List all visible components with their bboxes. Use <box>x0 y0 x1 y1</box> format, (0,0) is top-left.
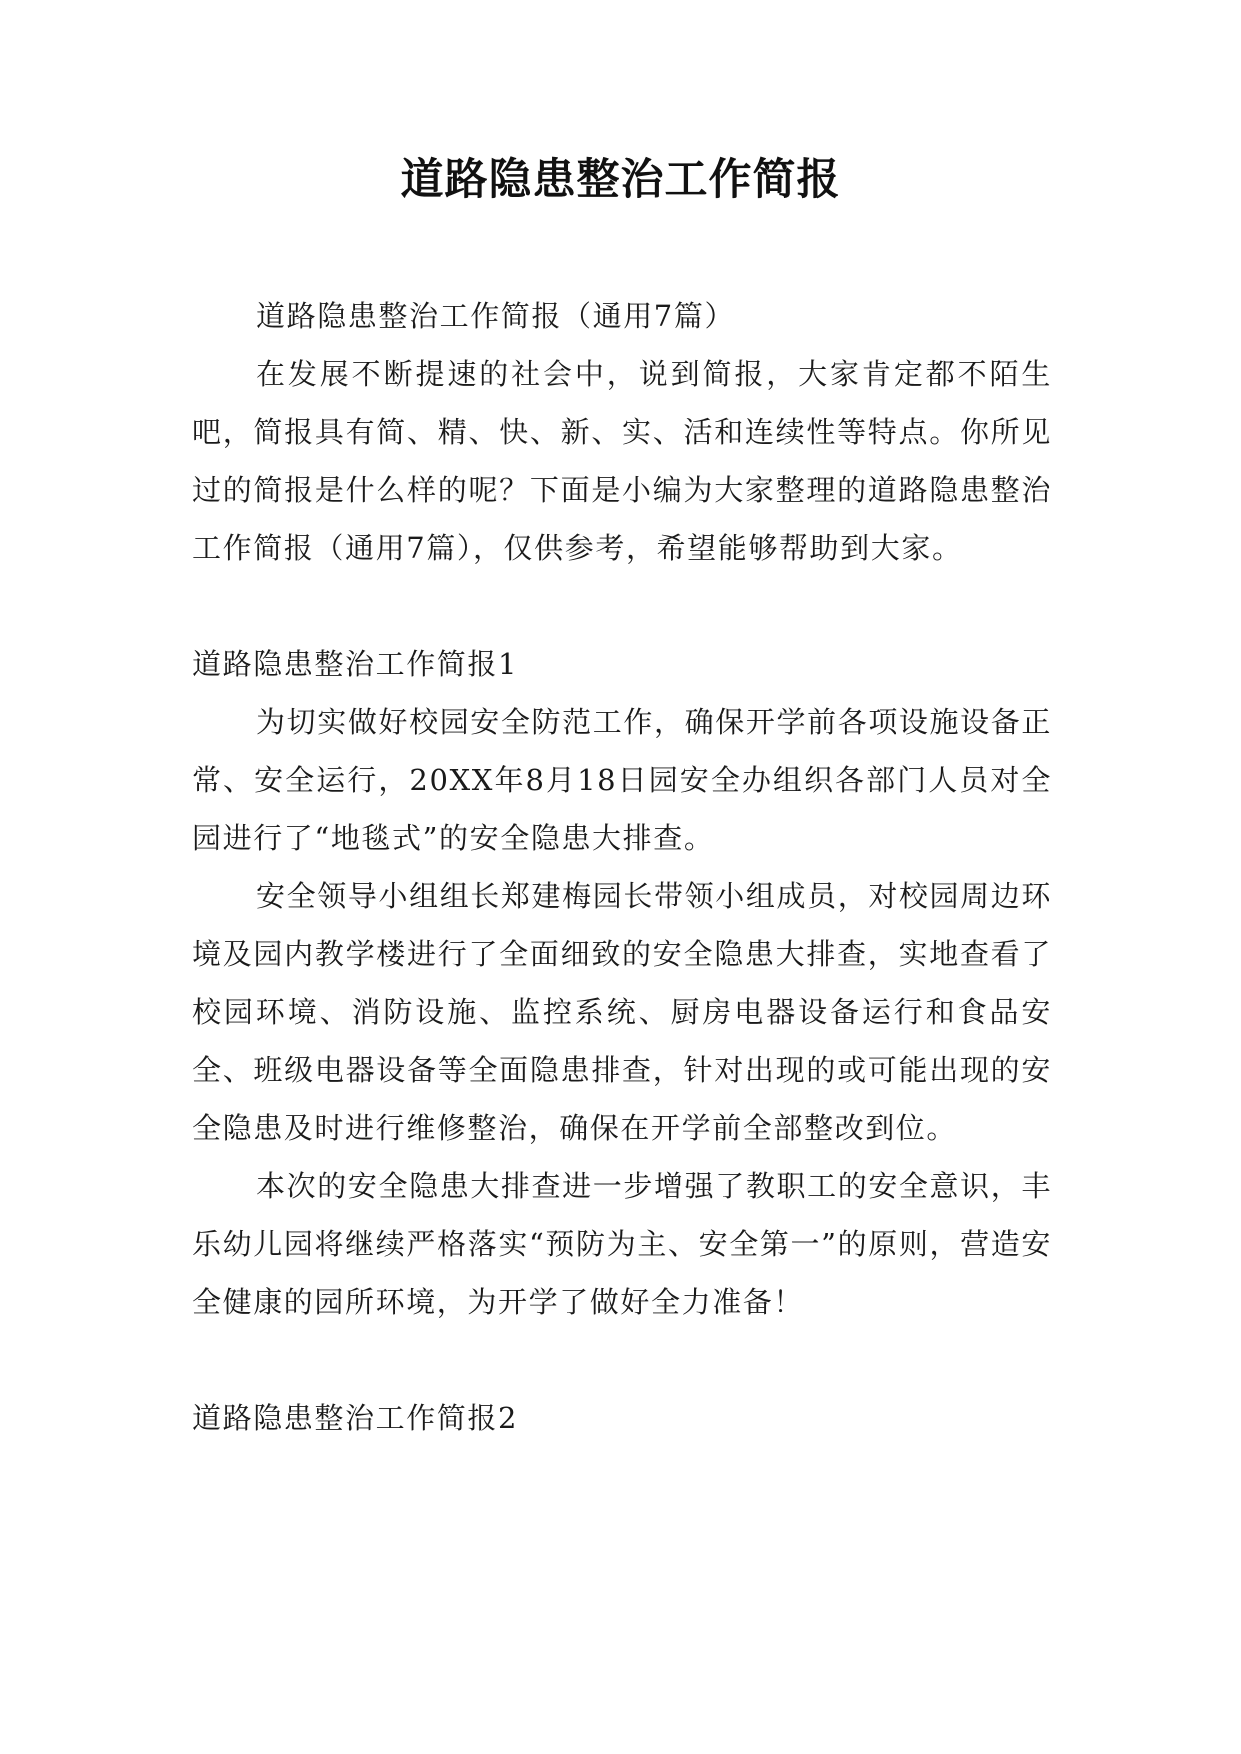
section-heading-1: 道路隐患整治工作简报1 <box>192 647 519 681</box>
section-1-paragraph-2: 安全领导小组组长郑建梅园长带领小组成员，对校园周边环境及园内教学楼进行了全面细致的安全隐患大排查，实地查看了校园环境、消防设施、监控系统、厨房电器设备运行和食品安全、班级电器设备等全面隐患排查，针对出现的或可能出现的安全隐患及时进行维修整治，确保在开学前全部整改到位。 <box>192 879 1052 1145</box>
document-body <box>192 287 1052 1447</box>
page-title: 道路隐患整治工作简报 <box>400 155 841 205</box>
intro-paragraph: 在发展不断提速的社会中，说到简报，大家肯定都不陌生吧，简报具有简、精、快、新、实、活和连续性等特点。你所见过的简报是什么样的呢？下面是小编为大家整理的道路隐患整治工作简报（通用7篇），仅供参考，希望能够帮助到大家。 <box>192 357 1052 565</box>
document-subtitle: 道路隐患整治工作简报（通用7篇） <box>256 299 736 333</box>
section-spacer <box>192 1331 1052 1389</box>
section-1-paragraph-1: 为切实做好校园安全防范工作，确保开学前各项设施设备正常、安全运行，20XX年8月18日园安全办组织各部门人员对全园进行了“地毯式”的安全隐患大排查。 <box>192 705 1052 855</box>
section-spacer <box>192 577 1052 635</box>
section-1-paragraph-3: 本次的安全隐患大排查进一步增强了教职工的安全意识，丰乐幼儿园将继续严格落实“预防为主、安全第一”的原则，营造安全健康的园所环境，为开学了做好全力准备！ <box>192 1169 1052 1319</box>
section-heading-2: 道路隐患整治工作简报2 <box>192 1401 519 1435</box>
